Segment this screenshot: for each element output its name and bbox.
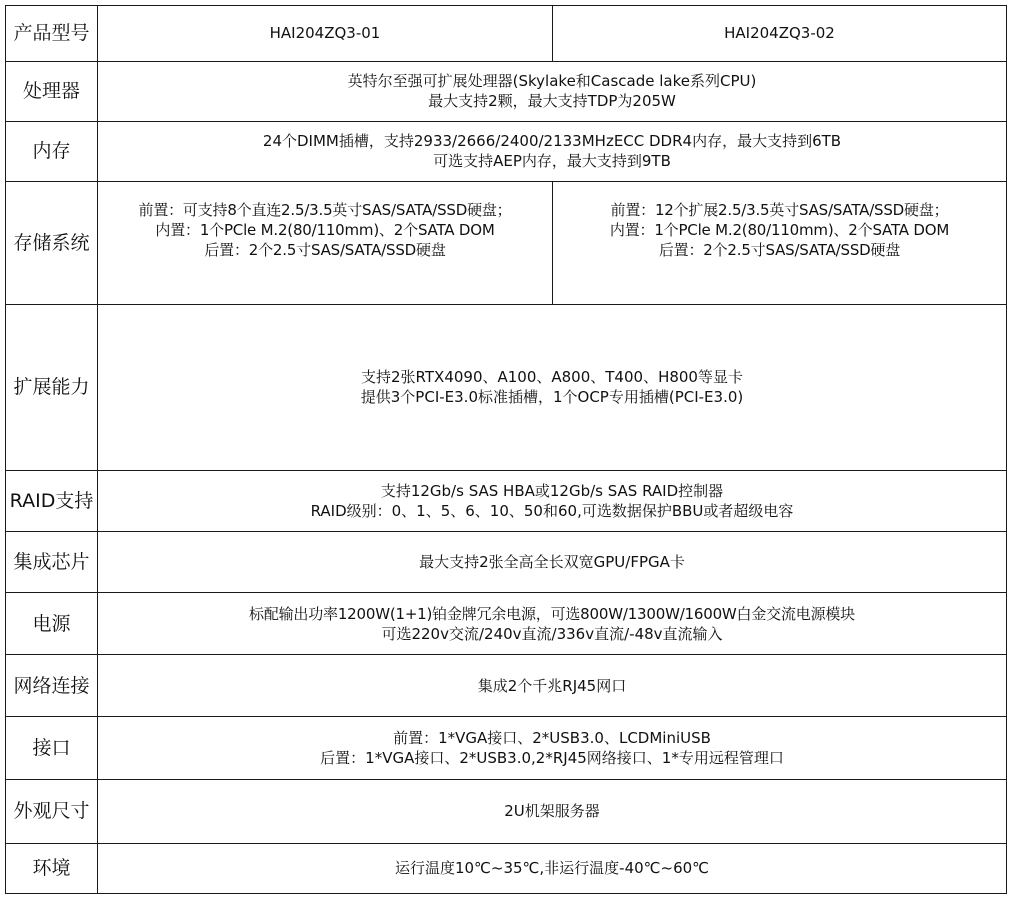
model-01-value: HAI204ZQ3-01 bbox=[98, 6, 553, 62]
value-line: 运行温度10℃~35℃,非运行温度-40℃~60℃ bbox=[394, 859, 710, 878]
row-processor bbox=[6, 61, 1007, 121]
row-value bbox=[98, 470, 1007, 531]
row-product-model bbox=[6, 6, 1007, 62]
value-line: 集成2个千兆RJ45网口 bbox=[477, 676, 627, 695]
value-line: 支持2张RTX4090、A100、A800、T400、H800等显卡 bbox=[361, 368, 743, 387]
row-memory bbox=[6, 121, 1007, 181]
value-line: 前置：12个扩展2.5/3.5英寸SAS/SATA/SSD硬盘； bbox=[610, 200, 949, 219]
row-label: 内存 bbox=[6, 121, 98, 181]
value-line: RAID级别：0、1、5、6、10、50和60,可选数据保护BBU或者超级电容 bbox=[310, 501, 794, 520]
value-line: 后置：2个2.5寸SAS/SATA/SSD硬盘 bbox=[204, 240, 446, 259]
value-line: 可选支持AEP内存，最大支持到9TB bbox=[433, 152, 671, 171]
row-chipset bbox=[6, 531, 1007, 592]
server-spec-table bbox=[5, 5, 1007, 894]
row-label: 外观尺寸 bbox=[6, 780, 98, 843]
row-value bbox=[98, 304, 1007, 470]
row-value bbox=[98, 717, 1007, 780]
value-line: 前置：可支持8个直连2.5/3.5英寸SAS/SATA/SSD硬盘； bbox=[138, 200, 512, 219]
row-form-factor bbox=[6, 780, 1007, 843]
row-value bbox=[98, 655, 1007, 717]
value-line: 可选220v交流/240v直流/336v直流/-48v直流输入 bbox=[381, 624, 723, 643]
value-line: 支持12Gb/s SAS HBA或12Gb/s SAS RAID控制器 bbox=[380, 481, 724, 500]
row-raid bbox=[6, 470, 1007, 531]
row-label: 集成芯片 bbox=[6, 531, 98, 592]
storage-02-value bbox=[553, 181, 1007, 304]
row-label: 网络连接 bbox=[6, 655, 98, 717]
row-value bbox=[98, 843, 1007, 893]
value-line: 内置：1个PCle M.2(80/110mm)、2个SATA DOM bbox=[609, 220, 950, 239]
row-label: 存储系统 bbox=[6, 181, 98, 304]
row-value bbox=[98, 61, 1007, 121]
value-line: 提供3个PCI-E3.0标准插槽，1个OCP专用插槽(PCI-E3.0) bbox=[360, 388, 744, 407]
row-label: 扩展能力 bbox=[6, 304, 98, 470]
value-line: 最大支持2张全高全长双宽GPU/FPGA卡 bbox=[419, 552, 685, 571]
row-label: 环境 bbox=[6, 843, 98, 893]
value-line: 后置：2个2.5寸SAS/SATA/SSD硬盘 bbox=[658, 240, 901, 259]
row-label: 产品型号 bbox=[6, 6, 98, 62]
row-storage bbox=[6, 181, 1007, 304]
row-value bbox=[98, 121, 1007, 181]
value-line: 内置：1个PCle M.2(80/110mm)、2个SATA DOM bbox=[155, 220, 495, 239]
value-line: 最大支持2颗，最大支持TDP为205W bbox=[428, 92, 676, 111]
value-line: 后置：1*VGA接口、2*USB3.0,2*RJ45网络接口、1*专用远程管理口 bbox=[320, 749, 784, 768]
value-line: 2U机架服务器 bbox=[504, 802, 600, 821]
value-line: 24个DIMM插槽，支持2933/2666/2400/2133MHzECC DDR4内存，最大支持到6TB bbox=[262, 132, 842, 151]
row-interfaces bbox=[6, 717, 1007, 780]
value-line: 英特尔至强可扩展处理器(Skylake和Cascade lake系列CPU) bbox=[347, 72, 757, 91]
row-value bbox=[98, 592, 1007, 654]
row-value bbox=[98, 531, 1007, 592]
row-value bbox=[98, 780, 1007, 843]
row-power bbox=[6, 592, 1007, 654]
row-network bbox=[6, 655, 1007, 717]
row-label: 接口 bbox=[6, 717, 98, 780]
value-line: 标配输出功率1200W(1+1)铂金牌冗余电源，可选800W/1300W/1600W白金交流电源模块 bbox=[249, 604, 855, 623]
row-label: RAID支持 bbox=[6, 470, 98, 531]
row-label: 处理器 bbox=[6, 61, 98, 121]
row-label: 电源 bbox=[6, 592, 98, 654]
row-expansion bbox=[6, 304, 1007, 470]
row-environment bbox=[6, 843, 1007, 893]
storage-01-value bbox=[98, 181, 553, 304]
value-line: 前置：1*VGA接口、2*USB3.0、LCDMiniUSB bbox=[393, 729, 711, 748]
model-02-value: HAI204ZQ3-02 bbox=[553, 6, 1007, 62]
